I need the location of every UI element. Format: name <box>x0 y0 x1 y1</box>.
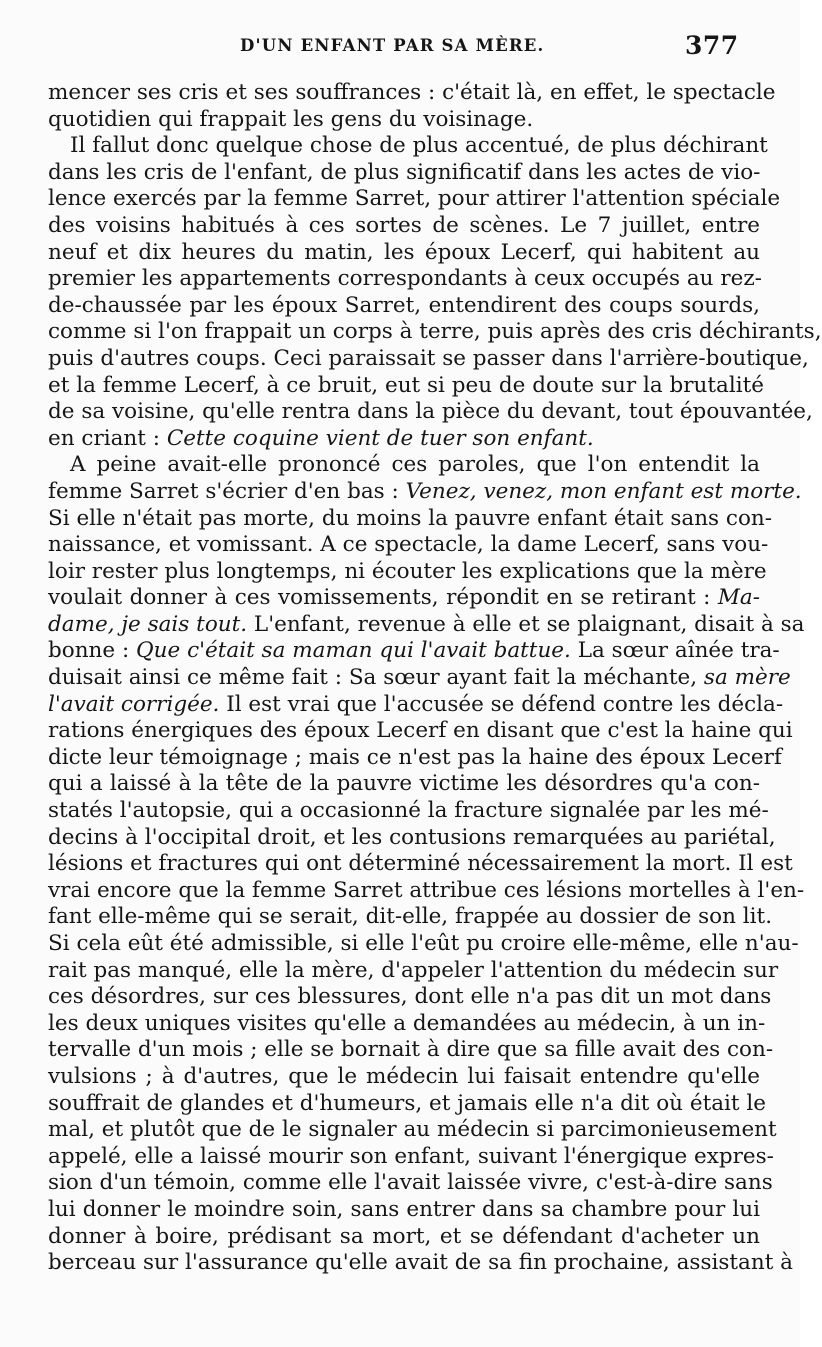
italic-quote: Venez, venez, mon enfant est morte. <box>405 478 802 504</box>
text-line-23: duisait ainsi ce même fait : Sa sœur ayant fait la méchante, sa mère <box>48 665 791 691</box>
text-line-44: donner à boire, prédisant sa mort, et se défendant d'acheter un <box>48 1223 760 1249</box>
text-line-20: voulait donner à ces vomissements, répondit en se retirant : Ma- <box>48 585 760 611</box>
text-line-29: decins à l'occipital droit, et les contusions remarquées au pariétal, <box>48 824 776 850</box>
italic-quote: Que c'était sa maman qui l'avait battue. <box>136 638 571 664</box>
text-line-40: mal, et plutôt que de le signaler au médecin si parcimonieusement <box>48 1117 777 1143</box>
text-line-34: rait pas manqué, elle la mère, d'appeler l'attention du médecin sur <box>48 957 779 983</box>
text-line-25: rations énergiques des époux Lecerf en disant que c'est la haine qui <box>48 718 793 744</box>
text-line-17: Si elle n'était pas morte, du moins la pauvre enfant était sans con- <box>48 505 773 531</box>
text-line-7: neuf et dix heures du matin, les époux Lecerf, qui habitent au <box>48 239 760 265</box>
italic-quote: Ma- <box>717 585 760 611</box>
text-line-19: loir rester plus longtemps, ni écouter les explications que la mère <box>48 558 767 584</box>
text-line-21: dame, je sais tout. L'enfant, revenue à elle et se plaignant, disait à sa <box>48 611 805 637</box>
text-line-18: naissance, et vomissant. A ce spectacle, la dame Lecerf, sans vou- <box>48 532 769 558</box>
text-line-32: fant elle-même qui se serait, dit-elle, frappée au dossier de son lit. <box>48 904 773 930</box>
text-line-6: des voisins habitués à ces sortes de scènes. Le 7 juillet, entre <box>48 212 760 238</box>
text-line-14: en criant : Cette coquine vient de tuer son enfant. <box>48 425 594 451</box>
text-line-39: souffrait de glandes et d'humeurs, et jamais elle n'a dit où était le <box>48 1090 766 1116</box>
text-line-8: premier les appartements correspondants à ceux occupés au rez- <box>48 266 762 292</box>
body-text <box>48 80 822 1277</box>
text-line-16: femme Sarret s'écrier d'en bas : Venez, venez, mon enfant est morte. <box>48 478 802 504</box>
text-line-42: sion d'un témoin, comme elle l'avait laissée vivre, c'est-à-dire sans <box>48 1170 773 1196</box>
text-line-4: dans les cris de l'enfant, de plus significatif dans les actes de vio- <box>48 159 761 185</box>
text-line-43: lui donner le moindre soin, sans entrer dans sa chambre pour lui <box>48 1196 760 1222</box>
italic-quote: dame, je sais tout. <box>48 611 248 637</box>
text-line-22: bonne : Que c'était sa maman qui l'avait battue. La sœur aînée tra- <box>48 638 780 664</box>
text-line-9: de-chaussée par les époux Sarret, entendirent des coups sourds, <box>48 292 760 318</box>
text-line-15: A peine avait-elle prononcé ces paroles, que l'on entendit la <box>70 452 760 478</box>
italic-quote: l'avait corrigée. <box>48 691 220 717</box>
text-line-30: lésions et fractures qui ont déterminé nécessairement la mort. Il est <box>48 851 793 877</box>
text-line-1: mencer ses cris et ses souffrances : c'était là, en effet, le spectacle <box>48 80 776 105</box>
text-line-10: comme si l'on frappait un corps à terre, puis après des cris déchirants, <box>48 319 822 345</box>
text-line-24: l'avait corrigée. Il est vrai que l'accusée se défend contre les décla- <box>48 691 784 717</box>
text-line-37: tervalle d'un mois ; elle se bornait à dire que sa fille avait des con- <box>48 1037 774 1063</box>
text-line-38: vulsions ; à d'autres, que le médecin lui faisait entendre qu'elle <box>48 1063 760 1089</box>
text-line-33: Si cela eût été admissible, si elle l'eût pu croire elle-même, elle n'au- <box>48 931 799 956</box>
page-header <box>0 31 800 70</box>
text-line-27: qui a laissé à la tête de la pauvre victime les désordres qu'a con- <box>48 771 760 797</box>
running-title: D'UN ENFANT PAR SA MÈRE. <box>240 36 545 55</box>
text-line-45: berceau sur l'assurance qu'elle avait de sa fin prochaine, assistant à <box>48 1250 793 1276</box>
text-line-36: les deux uniques visites qu'elle a demandées au médecin, à un in- <box>48 1010 766 1036</box>
text-line-26: dicte leur témoignage ; mais ce n'est pas la haine des époux Lecerf <box>48 744 782 770</box>
text-line-3: Il fallut donc quelque chose de plus accentué, de plus déchirant <box>70 133 768 159</box>
text-line-28: statés l'autopsie, qui a occasionné la fracture signalée par les mé- <box>48 798 769 824</box>
text-line-31: vrai encore que la femme Sarret attribue ces lésions mortelles à l'en- <box>48 877 805 903</box>
text-line-41: appelé, elle a laissé mourir son enfant, suivant l'énergique expres- <box>48 1143 774 1169</box>
italic-quote: Cette coquine vient de tuer son enfant. <box>166 425 594 451</box>
text-line-35: ces désordres, sur ces blessures, dont elle n'a pas dit un mot dans <box>48 984 772 1010</box>
text-line-2: quotidien qui frappait les gens du voisinage. <box>48 106 534 132</box>
text-line-11: puis d'autres coups. Ceci paraissait se passer dans l'arrière-boutique, <box>48 345 809 371</box>
text-line-12: et la femme Lecerf, à ce bruit, eut si peu de doute sur la brutalité <box>48 372 764 398</box>
page-number: 377 <box>685 31 739 60</box>
italic-quote: sa mère <box>703 665 791 691</box>
text-line-13: de sa voisine, qu'elle rentra dans la pièce du devant, tout épouvantée, <box>48 399 813 425</box>
text-line-5: lence exercés par la femme Sarret, pour attirer l'attention spéciale <box>48 186 781 212</box>
